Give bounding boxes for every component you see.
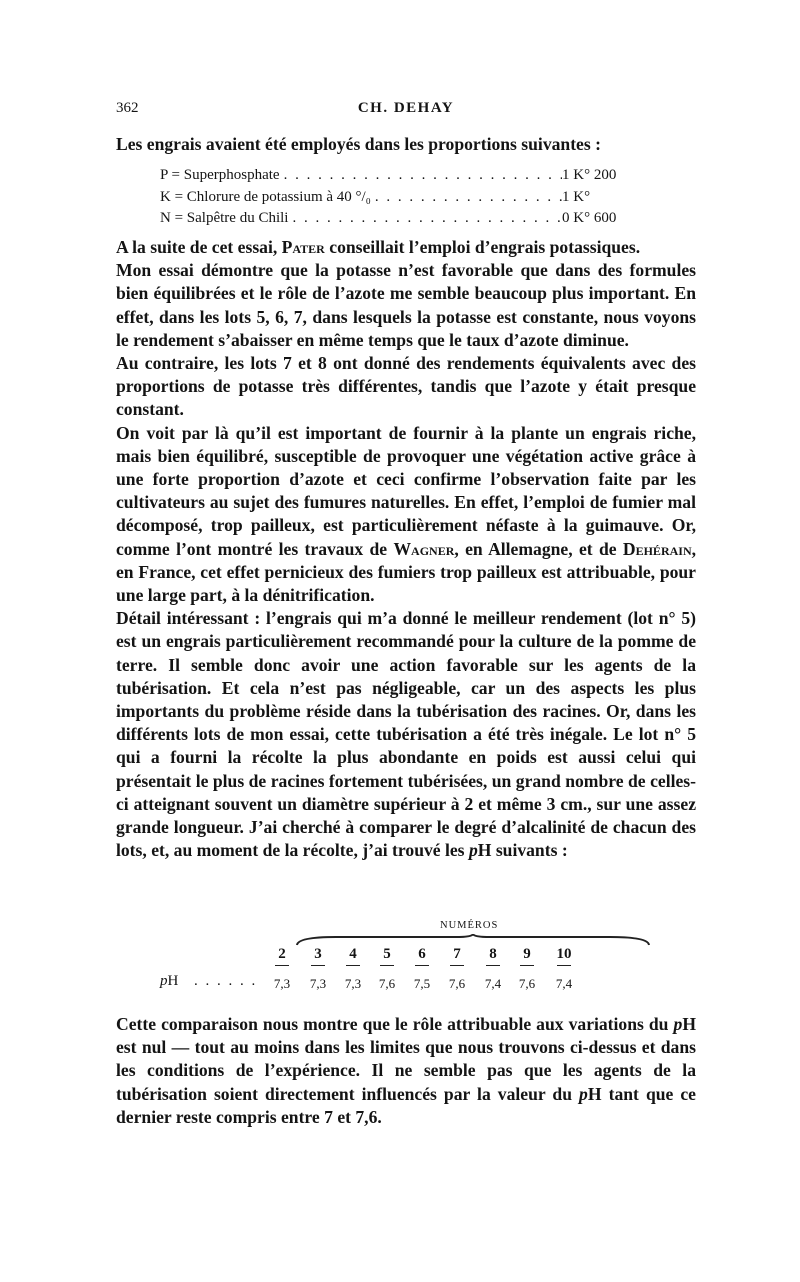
author-name: Dehérain [622,538,692,559]
leader-dots [288,208,562,230]
lot-number: 6 [418,946,426,962]
ph-rest: H [167,973,179,989]
ph-table [160,920,650,1000]
formula-row [160,165,640,187]
intro-paragraph [116,133,696,156]
ph-italic: p [579,1083,588,1104]
lot-number: 9 [523,946,531,962]
ph-value: 7,4 [484,976,502,991]
lot-number: 7 [453,946,461,962]
column-rule [450,965,464,966]
ph-leader-dots: . . . . . . [194,973,258,989]
group-brace [296,934,650,946]
text-run: H suivants : [477,840,568,861]
page-number: 362 [116,100,139,116]
body-text-closing [116,1013,696,1129]
text-run: , en France, cet effet pernicieux des fumiers trop pailleux est attribuable, pour une large part, à la dénitrification. [116,538,697,606]
ph-value: 7,3 [309,976,327,991]
body-text-main [116,236,696,862]
leader-dots [280,165,562,187]
intro-text: Les engrais avaient été employés dans les proportions suivantes : [116,134,601,154]
column-rule [557,965,571,966]
paragraph-detail [116,607,696,862]
text-run: Cette comparaison nous montre que le rôle attribuable aux variations du [116,1014,674,1034]
lot-number: 5 [383,946,391,962]
ph-value: 7,6 [448,976,466,991]
lot-number: 10 [556,946,572,962]
column-rule [486,965,500,966]
paragraph-conclusion [116,1013,696,1129]
formula-value: 1 K° [562,188,591,205]
author-name: Wagner [393,538,455,559]
paragraph-engrais [116,422,696,608]
paragraph-pater [116,236,696,259]
lot-number: 3 [314,946,322,962]
ph-value: 7,3 [273,976,291,991]
column-rule [275,965,289,966]
formula-label: K = Chlorure de potassium à 40 °/₀ [160,188,371,205]
text-run: , en Allemagne, et de [454,538,623,559]
ph-value: 7,6 [378,976,396,991]
ph-italic: p [673,1014,683,1034]
ph-value: 7,3 [344,976,362,991]
text-run: On voit par là qu’il est important de fournir à la plante un engrais riche, mais bien équilibré, susceptible de provoquer une végétation active grâce à une forte proportion d’azote et ceci confirme l’observation faite par les cultivateurs au sujet des fumures naturelles. En effet, l’emploi de fumier mal décomposé, trop pailleux, est particulièrement néfaste à la guimauve. Or, comme l’ont montré les travaux de [116,422,696,559]
ph-row-label [160,973,178,990]
author-name: Pater [281,237,325,257]
column-rule [380,965,394,966]
paragraph-lots: Au contraire, les lots 7 et 8 ont donné des rendements équivalents avec des proportions de potasse très différentes, tandis que l’azote y était presque constant. [116,353,696,420]
text-run: H tant que ce dernier reste compris entre 7 et 7,6. [116,1083,696,1127]
paragraph-potasse: Mon essai démontre que la potasse n’est favorable que dans des formules bien équilibrées et le rôle de l’azote me semble beaucoup plus important. En effet, dans les lots 5, 6, 7, dans lesquels la potasse est constante, nous voyons le rendement s’abaisser en même temps que le taux d’azote diminue. [116,260,696,350]
formula-value: 1 K° 200 [562,167,617,183]
ph-italic: p [468,840,478,861]
formula-value: 0 K° 600 [562,210,617,226]
ph-value: 7,4 [555,976,573,991]
ph-value: 7,5 [413,976,431,991]
fertilizer-formula [160,165,640,230]
text-run: Détail intéressant : l’engrais qui m’a donné le meilleur rendement (lot n° 5) est un engrais particulièrement recommandé pour la culture de la pomme de terre. Il semble donc avoir une action favorable sur les agents de la tubérisation. Et cela n’est pas négligeable, car un des aspects les plus importants du problème réside dans la tubérisation des racines. Or, dans les différents lots de mon essai, cette tubérisation a été très inégale. Le lot n° 5 qui a fourni la récolte la plus abondante en poids est aussi celui qui présentait le plus de racines fortement tubérisées, un grand nombre de celles-ci atteignant souvent un diamètre supérieur à 2 et même 3 cm., sur une assez grande longueur. J’ai cherché à comparer le degré d’alcalinité de chacun des lots, et, au moment de la récolte, j’ai trouvé les [116,608,696,861]
ph-italic: p [160,973,168,989]
column-rule [415,965,429,966]
text-run: H est nul — tout au moins dans les limites que nous trouvons ci-dessus et dans les conditions de l’expérience. Il ne semble pas que les agents de la tubérisation soient directement influencés par la valeur du [116,1014,696,1104]
formula-row [160,187,640,209]
lot-number: 4 [349,946,357,962]
formula-label: P = Superphosphate [160,167,280,183]
leader-dots [371,187,562,209]
text-run: A la suite de cet essai, [116,237,282,257]
numeros-label: NUMÉROS [440,920,499,931]
running-head: CH. DEHAY [357,100,455,116]
column-rule [520,965,534,966]
formula-row [160,208,640,230]
column-rule [346,965,360,966]
lot-number: 2 [278,946,286,962]
text-run: conseillait l’emploi d’engrais potassiques. [324,237,641,257]
formula-label: N = Salpêtre du Chili [160,210,289,226]
ph-value: 7,6 [518,976,536,991]
column-rule [311,965,325,966]
page-header [116,100,696,124]
lot-number: 8 [489,946,497,962]
